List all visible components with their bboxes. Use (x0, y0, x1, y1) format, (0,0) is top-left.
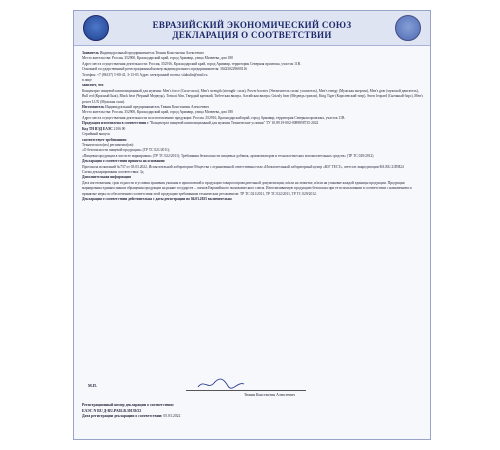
manufacturer-production-address: Адрес места осуществления деятельности по изготовлению продукции: Россия ,352916, Краснодарский край, город Армавир, территория Северная промзона, участок 11В. (82, 115, 346, 120)
eac-emblem-icon (395, 15, 421, 41)
applicant-person: в лице (82, 78, 92, 83)
tnved-label: Код ТН ВЭД ЕАЭС (82, 126, 113, 131)
applicant-residence: Место жительства: Россия, 352900, Краснодарский край, город Армавир, улица Матвеева, дом 180 (82, 56, 233, 61)
applicant-contacts: Телефон: +7 (86137) 5-80-41, 3-13-03 Адрес электронной почты: siiahulin@mail.ru (82, 72, 208, 77)
batch-type: Серийный выпуск (82, 132, 111, 137)
registration-date-line (82, 414, 424, 420)
signatory-name: Тюнин Константин Алексеевич (244, 393, 295, 397)
applicant-text: Индивидуальный предприниматель Тюнин Константин Алексеевич (99, 51, 204, 55)
registration-number: ЕАЭС N RU Д-RU.PA02.B.30139/22 (82, 408, 142, 413)
validity-text: Декларация о соответствии действительна с даты регистрации по 04.03.2025 включительно (82, 196, 232, 201)
product-description: Концентрат пищевой композиционный для мужчин: Men's force (Сила-сила), Men's strength (strength- сила), Power booster (Увеличитель силы/ усилитель), Men's energy (Мужская энергия), Men's gear (мужской двигатель), Bull red (Красный Бык), Black bear (Черный Медведь), Tomcat Alm, Твердый крепкий, Тибетская виагра, Алтайская виагра, Grizzly bear (Медведь гризли), King Tiger (Королевский тигр), Snow leopard (Снежный барс), Men's power LUX (Мужская сила). (82, 88, 424, 104)
registration-block (82, 403, 424, 420)
manufacturer-residence: Место жительства: Россия, 352900, Краснодарский край, город Армавир, улица Матвеева, дом 180 (82, 110, 233, 115)
manufacturer-text: Индивидуальный предприниматель Тюнин Константин Алексеевич (105, 105, 209, 110)
declaration-title: ДЕКЛАРАЦИЯ О СООТВЕТСТВИИ (172, 30, 332, 40)
scheme-text: Схема декларирования соответствия: 3д (82, 169, 144, 174)
document-header (74, 11, 430, 46)
applicant-ogrn: Основной государственный регистрационный номер индивидуального предпринимателя: 304230229600116 (82, 67, 247, 72)
stamp-place-label: М.П. (88, 383, 97, 388)
compliance-item: «О безопасности пищевой продукции» (ТР ТС 021/2011); (82, 148, 170, 153)
compliance-item: «Пищевая продукция в части ее маркировки» (ТР ТС 022/2011); Требования безопасности пищевых добавок, ароматизаторов и технологических вспомогательных средств» (ТР ТС 029/2012) (82, 153, 374, 158)
basis-label: Декларация о соответствии принята на основании (82, 159, 165, 164)
registration-date-label: Дата регистрации декларации о соответствии: (82, 414, 163, 419)
declares-label: заявляет, что (82, 83, 104, 88)
basis-text: Протокола испытаний №737 от 03.03.2022, Испытательной лаборатории Общества с ограниченной ответственностью «Испытательный лабораторный центр «ЮГ ТЕСТ», аттестат аккредитации RA.RU.21ПН24 (82, 164, 404, 169)
applicant-activity-address: Адрес места осуществления деятельности: Россия, 352916, Краснодарский край, город Армавир, территория Северная промзона, участок 11В. (82, 61, 301, 66)
manufacturer-label: Изготовитель (82, 105, 105, 110)
handwritten-signature (196, 377, 246, 391)
registration-date: 05.03.2022 (163, 414, 181, 419)
additional-info-label: Дополнительная информация (82, 175, 131, 180)
signature-line (186, 390, 306, 391)
product-made-by-label: Продукция изготовлена в соответствии с (82, 121, 149, 126)
product-made-by-text: "Концентрат пищевой композиционный для мужчин Технические условия" ТУ 10.89.19-002-0089858735-2022 (149, 121, 319, 126)
document-body (82, 51, 424, 202)
union-title: ЕВРАЗИЙСКИЙ ЭКОНОМИЧЕСКИЙ СОЮЗ (152, 20, 352, 30)
applicant-label: Заявитель (82, 51, 99, 55)
compliance-label: соответствует требованиям (82, 137, 127, 142)
compliance-intro: Технического(их) регламента(ов): (82, 142, 134, 147)
tnved-code: 2106 90 (113, 126, 126, 131)
registration-number-label: Регистрационный номер декларации о соответствии: (82, 403, 174, 407)
declaration-document (73, 10, 431, 440)
additional-info-text: Дата изготовления, срок годности и условия хранения указаны в прилагаемой к продукции товаросопроводительной документации, и/или на этикетке, и/или на упаковке каждой единицы продукции. Продукция маркирована единым знаком обращения продукции на рынке государств – членов Евразийского экономического союза. Изготавливаемую продукцию безопасна при ее использовании в соответствии с назначением и принятые меры по обеспечению соответствия этой продукции требованиям технических регламентов: ТР ТС 021/2011, ТР ТС 022/2011, ТР ТС 029/2012. (82, 180, 412, 196)
